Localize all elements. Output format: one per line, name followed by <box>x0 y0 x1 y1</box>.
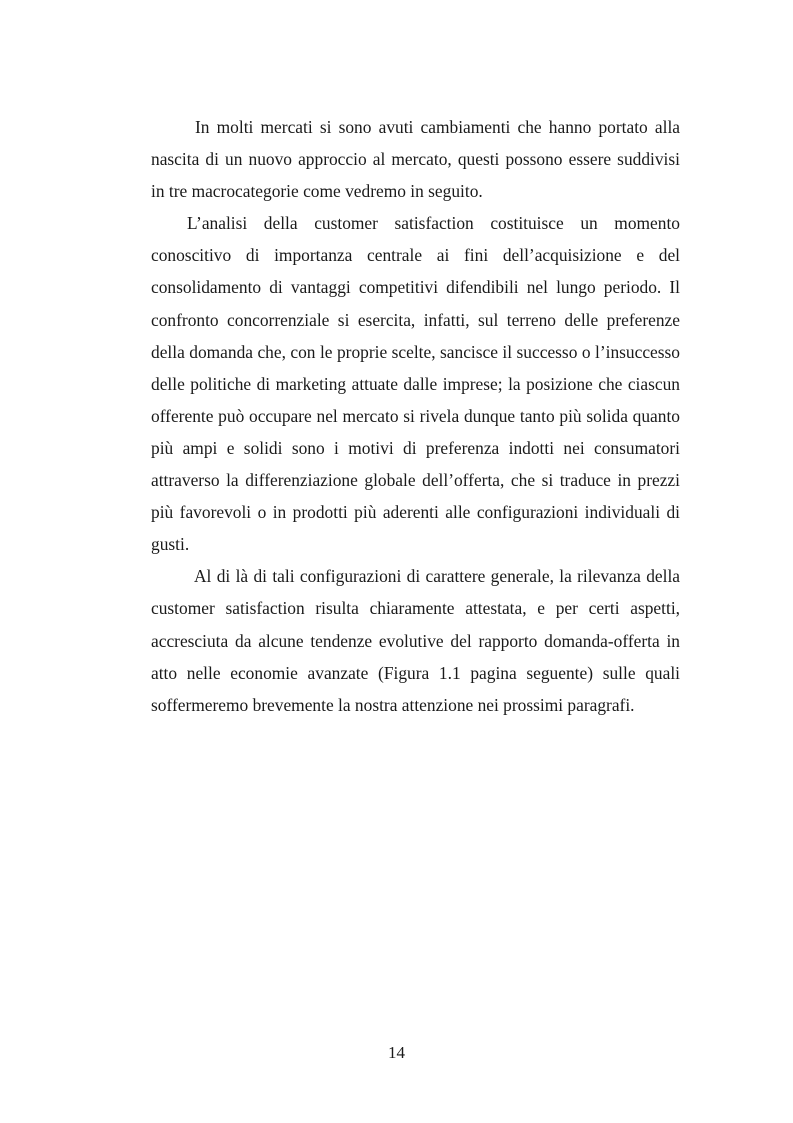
paragraph-trends: Al di là di tali configurazioni di carattere generale, la rilevanza della customer satisfaction risulta chiaramente attestata, e per certi aspetti, accresciuta da alcune tendenze evolutive del rapporto domanda-offerta in atto nelle economie avanzate (Figura 1.1 pagina seguente) sulle quali soffermeremo brevemente la nostra attenzione nei prossimi paragrafi. <box>151 566 680 715</box>
body-text <box>151 111 680 721</box>
paragraph-customer-satisfaction: L’analisi della customer satisfaction costituisce un momento conoscitivo di importanza centrale ai fini dell’acquisizione e del consolidamento di vantaggi competitivi difendibili nel lungo periodo. Il confronto concorrenziale si esercita, infatti, sul terreno delle preferenze della domanda che, con le proprie scelte, sancisce il successo o l’insuccesso delle politiche di marketing attuate dalle imprese; la posizione che ciascun offerente può occupare nel mercato si rivela dunque tanto più solida quanto più ampi e solidi sono i motivi di preferenza indotti nei consumatori attraverso la differenziazione globale dell’offerta, che si traduce in prezzi più favorevoli o in prodotti più aderenti alle configurazioni individuali di gusti. <box>151 213 680 555</box>
paragraph-intro: In molti mercati si sono avuti cambiamenti che hanno portato alla nascita di un nuovo approccio al mercato, questi possono essere suddivisi in tre macrocategorie come vedremo in seguito. <box>151 117 680 202</box>
page-number: 14 <box>388 1043 405 1062</box>
